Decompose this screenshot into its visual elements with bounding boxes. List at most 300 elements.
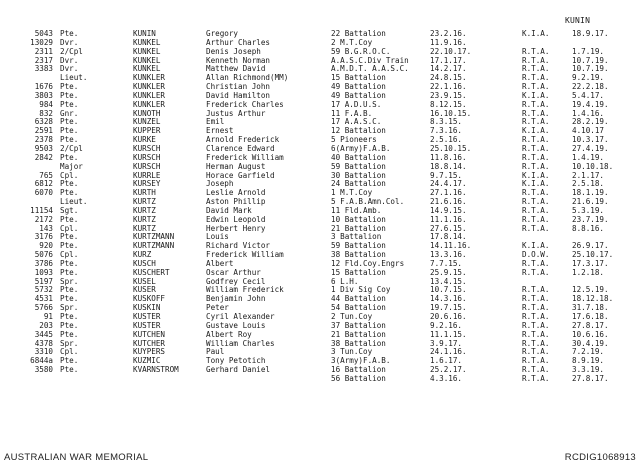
rank-cell: Pte. [60, 29, 79, 38]
rank-cell: Pte. [60, 365, 79, 375]
given-names-cell: Frederick William [206, 152, 284, 162]
unit-cell: 38 Battalion [331, 338, 386, 348]
enlistment-date-cell: 16.10.15. [430, 108, 472, 118]
enlistment-date-cell: 27.1.16. [430, 188, 467, 198]
enlistment-date-cell: 14.3.16. [430, 294, 467, 304]
fate-cell: K.I.A. [522, 90, 550, 100]
rank-cell: Pte. [60, 82, 79, 92]
service-number-cell: 5732 [34, 285, 53, 295]
unit-cell: 17 A.A.S.C. [331, 117, 382, 127]
service-number-cell: 2591 [34, 126, 53, 136]
fate-date-cell: 26.9.17. [572, 241, 609, 251]
fate-cell: R.T.A. [522, 347, 550, 357]
given-names-cell: Tony Petotich [206, 356, 266, 366]
service-number-cell: 2311 [34, 46, 53, 56]
enlistment-date-cell: 17.8.14. [430, 232, 467, 242]
fate-cell: R.T.A. [522, 312, 550, 321]
surname-cell: KUSTER [133, 312, 161, 321]
rank-cell: Pte. [60, 126, 79, 136]
fate-date-cell: 23.7.19. [572, 214, 609, 224]
fate-cell: R.T.A. [522, 117, 550, 127]
fate-date-cell: 30.4.19. [572, 338, 609, 348]
fate-cell: R.T.A. [522, 267, 550, 277]
surname-cell: KUTCHEN [133, 329, 166, 339]
enlistment-date-cell: 24.1.16. [430, 347, 467, 357]
given-names-cell: David Hamilton [206, 90, 271, 100]
surname-cell: KVARNSTROM [133, 365, 179, 375]
rank-cell: Pte. [60, 294, 79, 304]
enlistment-date-cell: 4.3.16. [430, 373, 463, 383]
unit-cell: 54 Battalion [331, 303, 386, 313]
surname-cell: KUTCHER [133, 338, 166, 348]
surname-cell: KUNKLER [133, 90, 166, 100]
fate-date-cell: 27.8.17. [572, 373, 609, 383]
unit-cell: 38 Battalion [331, 250, 386, 260]
unit-cell: 3(Army)F.A.B. [331, 356, 391, 366]
rank-cell: Cpl. [60, 170, 79, 180]
surname-cell: KUNKEL [133, 55, 161, 65]
fate-date-cell: 17.6.18. [572, 312, 609, 321]
fate-cell: R.T.A. [522, 46, 550, 56]
fate-cell: R.T.A. [522, 152, 550, 162]
fate-cell: K.I.A. [522, 29, 550, 38]
service-number-cell: 3310 [34, 347, 53, 357]
unit-cell: 24 Battalion [331, 179, 386, 189]
given-names-cell: Matthew David [206, 64, 266, 74]
given-names-cell: Horace Garfield [206, 170, 275, 180]
given-names-cell: Allan Richmond(MM) [206, 73, 289, 83]
surname-cell: KURKE [133, 135, 156, 145]
rank-cell: Pte. [60, 285, 79, 295]
service-number-cell: 2842 [34, 152, 53, 162]
surname-cell: KUYPERS [133, 347, 166, 357]
given-names-cell: Arnold Frederick [206, 135, 280, 145]
unit-cell: 2 M.T.Coy [331, 37, 373, 47]
unit-cell: 3 Battalion [331, 232, 382, 242]
unit-cell: 2 Tun.Coy [331, 312, 373, 321]
fate-date-cell: 22.2.18. [572, 82, 609, 92]
rank-cell: Pte. [60, 241, 79, 251]
fate-date-cell: 2.1.17. [572, 170, 605, 180]
footer-record-id: RCDIG1068913 [564, 452, 636, 463]
rank-cell: Pte. [60, 312, 79, 321]
fate-cell: R.T.A. [522, 338, 550, 348]
rank-cell: Pte. [60, 267, 79, 277]
footer-institution: AUSTRALIAN WAR MEMORIAL [4, 452, 149, 463]
enlistment-date-cell: 21.6.16. [430, 197, 467, 207]
given-names-cell: Herman August [206, 161, 266, 171]
given-names-cell: Benjamin John [206, 294, 266, 304]
surname-cell: KURZ [133, 250, 152, 260]
service-number-cell: 4378 [34, 338, 53, 348]
fate-cell: R.T.A. [522, 64, 550, 74]
service-number-cell: 984 [39, 99, 53, 109]
unit-cell: 15 Battalion [331, 267, 386, 277]
rank-cell: Pte. [60, 320, 79, 330]
table-row [0, 269, 640, 278]
surname-cell: KUNKEL [133, 46, 161, 56]
given-names-cell: Albert [206, 258, 234, 268]
fate-cell: R.T.A. [522, 320, 550, 330]
fate-date-cell: 1.4.19. [572, 152, 605, 162]
surname-cell: KURRLE [133, 170, 161, 180]
unit-cell: A.M.D.T. A.A.S.C. [331, 64, 409, 74]
enlistment-date-cell: 8.12.15. [430, 99, 467, 109]
fate-cell: K.I.A. [522, 126, 550, 136]
fate-date-cell: 18.12.18. [572, 294, 614, 304]
enlistment-date-cell: 11.9.16. [430, 37, 467, 47]
fate-date-cell: 1.2.18. [572, 267, 605, 277]
unit-cell: 12 Battalion [331, 126, 386, 136]
fate-date-cell: 7.2.19. [572, 347, 605, 357]
unit-cell: 40 Battalion [331, 152, 386, 162]
enlistment-date-cell: 11.1.16. [430, 214, 467, 224]
surname-cell: KURTZ [133, 214, 156, 224]
unit-cell: A.A.S.C.Div Train [331, 55, 409, 65]
fate-date-cell: 19.4.19. [572, 99, 609, 109]
given-names-cell: Gerhard Daniel [206, 365, 271, 375]
service-number-cell: 2317 [34, 55, 53, 65]
fate-date-cell: 3.3.19. [572, 365, 605, 375]
fate-date-cell: 10.7.19. [572, 55, 609, 65]
given-names-cell: Justus Arthur [206, 108, 266, 118]
rank-cell: Pte. [60, 152, 79, 162]
given-names-cell: Oscar Arthur [206, 267, 261, 277]
surname-cell: KUNKEL [133, 64, 161, 74]
rank-cell: Lieut. [60, 197, 88, 207]
enlistment-date-cell: 14.9.15. [430, 205, 467, 215]
given-names-cell: Christian John [206, 82, 271, 92]
surname-cell: KUNIN [133, 29, 156, 38]
unit-cell: 49 Battalion [331, 90, 386, 100]
fate-cell: R.T.A. [522, 73, 550, 83]
unit-cell: 21 Battalion [331, 223, 386, 233]
enlistment-date-cell: 13.4.15. [430, 276, 467, 286]
rank-cell: Sgt. [60, 205, 79, 215]
fate-date-cell: 12.5.19. [572, 285, 609, 295]
surname-cell: KUNKLER [133, 99, 166, 109]
surname-cell: KURTZ [133, 197, 156, 207]
unit-cell: 59 Battalion [331, 161, 386, 171]
surname-cell: KUNKEL [133, 37, 161, 47]
surname-cell: KUNKLER [133, 73, 166, 83]
unit-cell: 59 B.G.R.O.C. [331, 46, 391, 56]
enlistment-date-cell: 3.9.17. [430, 338, 463, 348]
unit-cell: 12 Fld.Coy.Engrs [331, 258, 405, 268]
surname-cell: KUSKOFF [133, 294, 166, 304]
rank-cell: Dvr. [60, 55, 79, 65]
enlistment-date-cell: 25.10.15. [430, 143, 472, 153]
unit-cell: 59 Battalion [331, 241, 386, 251]
rank-cell: 2/Cpl [60, 143, 83, 153]
fate-cell: R.T.A. [522, 99, 550, 109]
surname-cell: KUSER [133, 285, 156, 295]
service-number-cell: 5043 [34, 29, 53, 38]
service-number-cell: 6844a [30, 356, 53, 366]
rank-cell: Pte. [60, 90, 79, 100]
service-number-cell: 5197 [34, 276, 53, 286]
unit-cell: 56 Battalion [331, 373, 386, 383]
fate-date-cell: 5.4.17. [572, 90, 605, 100]
enlistment-date-cell: 11.1.15. [430, 329, 467, 339]
service-number-cell: 5076 [34, 250, 53, 260]
rank-cell: Pte. [60, 356, 79, 366]
unit-cell: 17 A.D.U.S. [331, 99, 382, 109]
rank-cell: Spr. [60, 303, 79, 313]
fate-cell: R.T.A. [522, 197, 550, 207]
given-names-cell: Herbert Henry [206, 223, 266, 233]
surname-cell: KUPPER [133, 126, 161, 136]
enlistment-date-cell: 25.2.17. [430, 365, 467, 375]
unit-cell: 44 Battalion [331, 294, 386, 304]
fate-date-cell: 4.10.17 [572, 126, 605, 136]
rank-cell: Spr. [60, 338, 79, 348]
given-names-cell: Leslie Arnold [206, 188, 266, 198]
fate-date-cell: 31.7.18. [572, 303, 609, 313]
fate-date-cell: 2.5.18. [572, 179, 605, 189]
fate-date-cell: 5.3.19. [572, 205, 605, 215]
fate-date-cell: 28.2.19. [572, 117, 609, 127]
surname-cell: KUSCHERT [133, 267, 170, 277]
service-number-cell: 3176 [34, 232, 53, 242]
unit-cell: 22 Battalion [331, 29, 386, 38]
fate-date-cell: 21.6.19. [572, 197, 609, 207]
given-names-cell: Kenneth Norman [206, 55, 271, 65]
enlistment-date-cell: 23.9.15. [430, 90, 467, 100]
service-number-cell: 9503 [34, 143, 53, 153]
service-number-cell: 13029 [30, 37, 53, 47]
nominal-roll-table [0, 30, 640, 384]
enlistment-date-cell: 18.8.14. [430, 161, 467, 171]
given-names-cell: William Frederick [206, 285, 284, 295]
given-names-cell: Aston Phillip [206, 197, 266, 207]
unit-cell: 6 L.H. [331, 276, 359, 286]
fate-cell: R.T.A. [522, 329, 550, 339]
service-number-cell: 765 [39, 170, 53, 180]
fate-date-cell: 10.7.19. [572, 64, 609, 74]
header-surname: KUNIN [565, 16, 591, 25]
surname-cell: KURSCH [133, 152, 161, 162]
service-number-cell: 143 [39, 223, 53, 233]
fate-cell: R.T.A. [522, 214, 550, 224]
fate-date-cell: 27.4.19. [572, 143, 609, 153]
given-names-cell: Cyril Alexander [206, 312, 275, 321]
rank-cell: Pte. [60, 258, 79, 268]
rank-cell: Pte. [60, 329, 79, 339]
surname-cell: KURTZ [133, 205, 156, 215]
surname-cell: KUZMIC [133, 356, 161, 366]
fate-date-cell: 10.3.17. [572, 135, 609, 145]
given-names-cell: Richard Victor [206, 241, 271, 251]
fate-date-cell: 27.8.17. [572, 320, 609, 330]
service-number-cell: 6812 [34, 179, 53, 189]
enlistment-date-cell: 24.4.17. [430, 179, 467, 189]
rank-cell: Pte. [60, 232, 79, 242]
unit-cell: 21 Battalion [331, 329, 386, 339]
fate-cell: R.T.A. [522, 365, 550, 375]
unit-cell: 37 Battalion [331, 320, 386, 330]
enlistment-date-cell: 1.6.17. [430, 356, 463, 366]
service-number-cell: 5766 [34, 303, 53, 313]
given-names-cell: Joseph [206, 179, 234, 189]
given-names-cell: Louis [206, 232, 229, 242]
given-names-cell: Gustave Louis [206, 320, 266, 330]
given-names-cell: Clarence Edward [206, 143, 275, 153]
enlistment-date-cell: 14.2.17. [430, 64, 467, 74]
given-names-cell: David Mark [206, 205, 252, 215]
rank-cell: Pte. [60, 135, 79, 145]
fate-date-cell: 9.2.19. [572, 73, 605, 83]
fate-date-cell: 25.10.17. [572, 250, 614, 260]
surname-cell: KUNOTH [133, 108, 161, 118]
enlistment-date-cell: 14.11.16. [430, 241, 472, 251]
rank-cell: Cpl. [60, 250, 79, 260]
unit-cell: 1 M.T.Coy [331, 188, 373, 198]
rank-cell: Lieut. [60, 73, 88, 83]
fate-cell: D.O.W. [522, 250, 550, 260]
given-names-cell: Godfrey Cecil [206, 276, 266, 286]
surname-cell: KURSEY [133, 179, 161, 189]
surname-cell: KURTH [133, 188, 156, 198]
rank-cell: Pte. [60, 214, 79, 224]
rank-cell: Dvr. [60, 37, 79, 47]
rank-cell: Gnr. [60, 108, 79, 118]
unit-cell: 30 Battalion [331, 170, 386, 180]
enlistment-date-cell: 17.1.17. [430, 55, 467, 65]
given-names-cell: Albert Roy [206, 329, 252, 339]
surname-cell: KURSCH [133, 143, 161, 153]
enlistment-date-cell: 22.1.16. [430, 82, 467, 92]
fate-cell: R.T.A. [522, 258, 550, 268]
fate-date-cell: 8.9.19. [572, 356, 605, 366]
fate-cell: R.T.A. [522, 55, 550, 65]
rank-cell: Pte. [60, 117, 79, 127]
fate-cell: R.T.A. [522, 373, 550, 383]
fate-cell: K.I.A. [522, 241, 550, 251]
rank-cell: Pte. [60, 99, 79, 109]
service-number-cell: 920 [39, 241, 53, 251]
fate-date-cell: 18.1.19. [572, 188, 609, 198]
unit-cell: 1 Div Sig Coy [331, 285, 391, 295]
service-number-cell: 1676 [34, 82, 53, 92]
unit-cell: 6(Army)F.A.B. [331, 143, 391, 153]
service-number-cell: 832 [39, 108, 53, 118]
fate-cell: R.T.A. [522, 188, 550, 198]
given-names-cell: William Charles [206, 338, 275, 348]
enlistment-date-cell: 20.6.16. [430, 312, 467, 321]
enlistment-date-cell: 22.10.17. [430, 46, 472, 56]
surname-cell: KURTZMANN [133, 241, 175, 251]
surname-cell: KUSEL [133, 276, 156, 286]
service-number-cell: 3383 [34, 64, 53, 74]
fate-date-cell: 1.7.19. [572, 46, 605, 56]
fate-cell: R.T.A. [522, 303, 550, 313]
service-number-cell: 4531 [34, 294, 53, 304]
surname-cell: KUSCH [133, 258, 156, 268]
surname-cell: KUNZEL [133, 117, 161, 127]
fate-date-cell: 8.8.16. [572, 223, 605, 233]
unit-cell: 11 Fld.Amb. [331, 205, 382, 215]
enlistment-date-cell: 10.7.15. [430, 285, 467, 295]
rank-cell: Cpl. [60, 347, 79, 357]
fate-date-cell: 18.9.17. [572, 29, 609, 38]
fate-cell: R.T.A. [522, 161, 550, 171]
unit-cell: 5 F.A.B.Amn.Col. [331, 197, 405, 207]
rank-cell: 2/Cpl [60, 46, 83, 56]
rank-cell: Pte. [60, 188, 79, 198]
given-names-cell: Edwin Leopold [206, 214, 266, 224]
fate-cell: R.T.A. [522, 143, 550, 153]
service-number-cell: 91 [43, 312, 53, 321]
fate-cell: K.I.A. [522, 179, 550, 189]
fate-cell: R.T.A. [522, 108, 550, 118]
service-number-cell: 3445 [34, 329, 53, 339]
given-names-cell: Arthur Charles [206, 37, 271, 47]
rank-cell: Dvr. [60, 64, 79, 74]
rank-cell: Pte. [60, 179, 79, 189]
table-row [0, 225, 640, 234]
service-number-cell: 2172 [34, 214, 53, 224]
fate-date-cell: 10.6.16. [572, 329, 609, 339]
unit-cell: 3 Tun.Coy [331, 347, 373, 357]
enlistment-date-cell: 2.5.16. [430, 135, 463, 145]
given-names-cell: Ernest [206, 126, 234, 136]
rank-cell: Spr. [60, 276, 79, 286]
fate-date-cell: 1.4.16. [572, 108, 605, 118]
surname-cell: KURTZ [133, 223, 156, 233]
table-row [0, 30, 640, 39]
enlistment-date-cell: 7.3.16. [430, 126, 463, 136]
enlistment-date-cell: 9.7.15. [430, 170, 463, 180]
given-names-cell: Paul [206, 347, 225, 357]
surname-cell: KUNKLER [133, 82, 166, 92]
service-number-cell: 6328 [34, 117, 53, 127]
enlistment-date-cell: 13.3.16. [430, 250, 467, 260]
service-number-cell: 3580 [34, 365, 53, 375]
service-number-cell: 6070 [34, 188, 53, 198]
enlistment-date-cell: 8.3.15. [430, 117, 463, 127]
unit-cell: 5 Pioneers [331, 135, 377, 145]
given-names-cell: Gregory [206, 29, 239, 38]
unit-cell: 10 Battalion [331, 214, 386, 224]
fate-cell: R.T.A. [522, 135, 550, 145]
rank-cell: Major [60, 161, 83, 171]
enlistment-date-cell: 9.2.16. [430, 320, 463, 330]
given-names-cell: Frederick William [206, 250, 284, 260]
given-names-cell: Emil [206, 117, 225, 127]
service-number-cell: 1093 [34, 267, 53, 277]
surname-cell: KURTZMANN [133, 232, 175, 242]
enlistment-date-cell: 11.8.16. [430, 152, 467, 162]
unit-cell: 15 Battalion [331, 73, 386, 83]
service-number-cell: 3803 [34, 90, 53, 100]
enlistment-date-cell: 27.6.15. [430, 223, 467, 233]
fate-cell: R.T.A. [522, 294, 550, 304]
surname-cell: KUSKIN [133, 303, 161, 313]
service-number-cell: 11154 [30, 205, 53, 215]
fate-cell: K.I.A. [522, 170, 550, 180]
fate-date-cell: 17.3.17. [572, 258, 609, 268]
enlistment-date-cell: 7.7.15. [430, 258, 463, 268]
unit-cell: 11 F.A.B. [331, 108, 373, 118]
service-number-cell: 203 [39, 320, 53, 330]
fate-date-cell: 10.10.18. [572, 161, 614, 171]
given-names-cell: Frederick Charles [206, 99, 284, 109]
table-row [0, 375, 640, 384]
surname-cell: KUSTER [133, 320, 161, 330]
enlistment-date-cell: 19.7.15. [430, 303, 467, 313]
given-names-cell: Denis Joseph [206, 46, 261, 56]
